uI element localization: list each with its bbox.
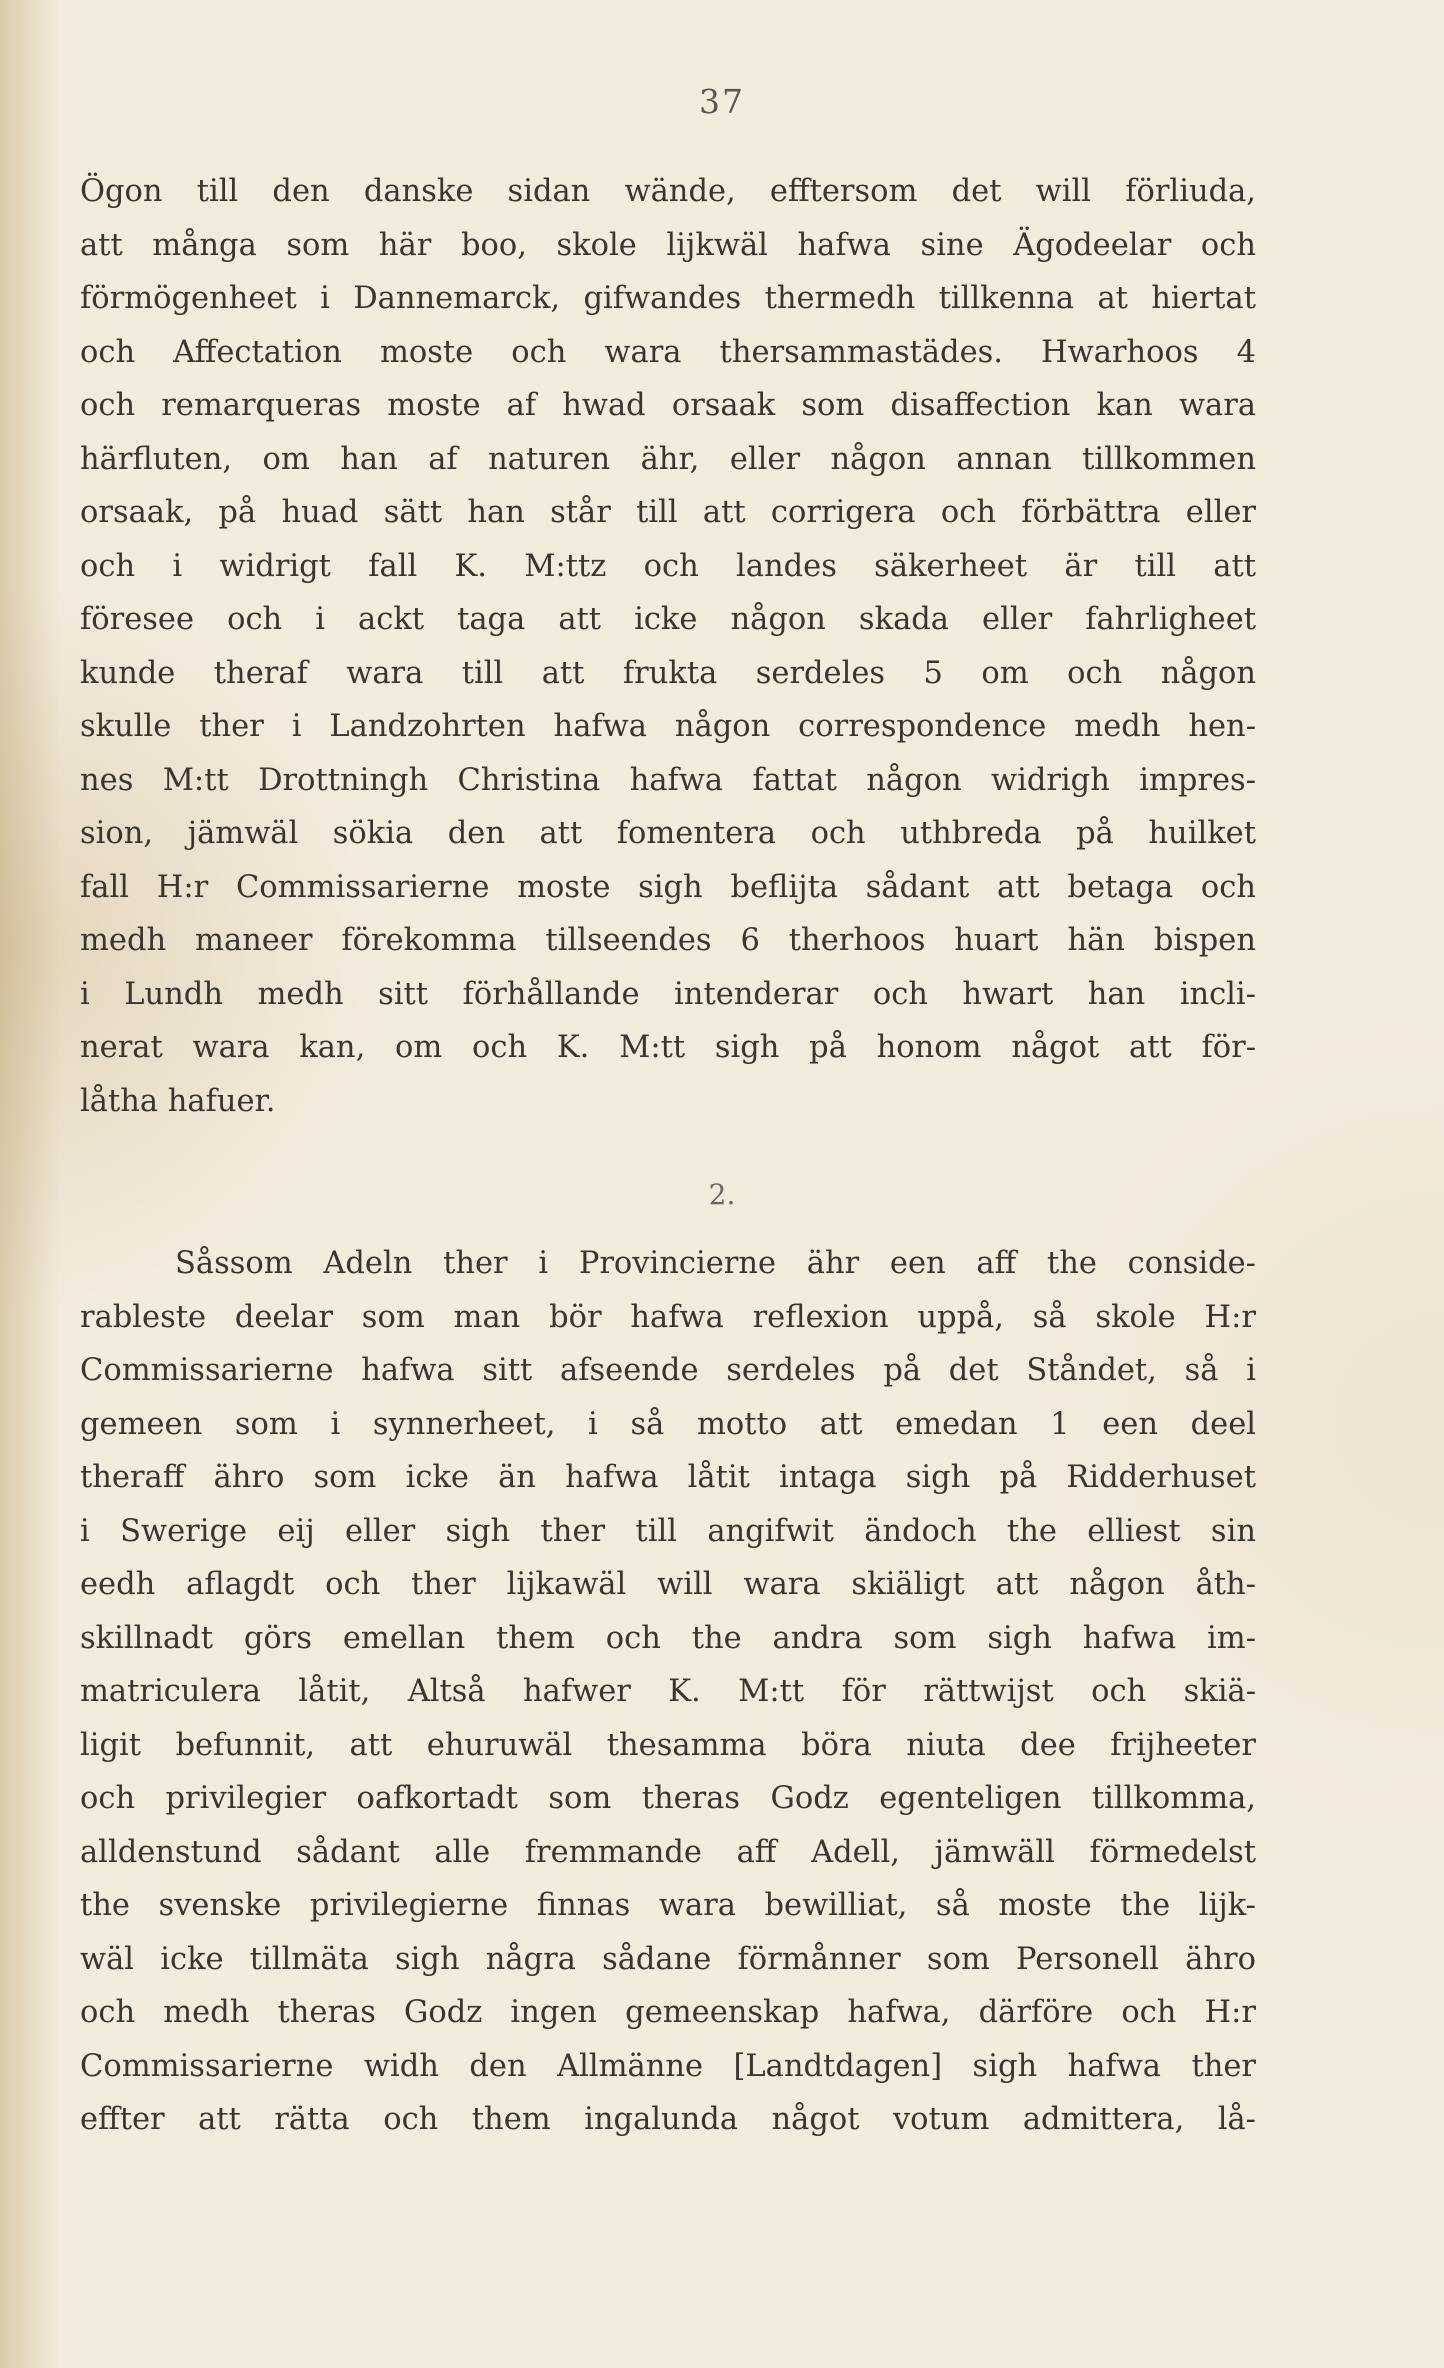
section-number: 2. xyxy=(708,1178,736,1211)
text-line: Ögon till den danske sidan wände, efftersom det will förliuda, xyxy=(80,174,1256,209)
text-line: i Lundh medh sitt förhållande intenderar och hwart han incli- xyxy=(80,976,1256,1012)
text-line: förmögenheet i Dannemarck, gifwandes thermedh tillkenna at hiertat xyxy=(80,281,1256,316)
paragraph-2 xyxy=(80,1237,1256,2147)
text-line: och i widrigt fall K. M:ttz och landes säkerheet är till att xyxy=(80,548,1256,584)
text-line: att många som här boo, skole lijkwäl hafwa sine Ägodeelar och xyxy=(80,227,1256,263)
text-line: Såssom Adeln ther i Provincierne ähr een aff the conside- xyxy=(175,1246,1256,1281)
text-line: sion, jämwäl sökia den att fomentera och uthbreda på huilket xyxy=(80,816,1256,851)
text-line: fall H:r Commissarierne moste sigh beflijta sådant att betaga och xyxy=(80,869,1256,905)
page-number: 37 xyxy=(699,82,745,121)
text-line: föresee och i ackt taga att icke någon skada eller fahrligheet xyxy=(80,602,1256,637)
text-line: gemeen som i synnerheet, i så motto att emedan 1 een deel xyxy=(80,1406,1256,1442)
text-line: kunde theraf wara till att frukta serdeles 5 om och någon xyxy=(80,655,1256,691)
text-line: rableste deelar som man bör hafwa reflexion uppå, så skole H:r xyxy=(80,1299,1256,1335)
text-line: Commissarierne widh den Allmänne [Landtdagen] sigh hafwa ther xyxy=(80,2048,1256,2084)
text-line: nerat wara kan, om och K. M:tt sigh på honom något att för- xyxy=(80,1030,1256,1065)
text-line: och Affectation moste och wara thersammastädes. Hwarhoos 4 xyxy=(80,334,1256,370)
text-line: eedh aflagdt och ther lijkawäl will wara skiäligt att någon åth- xyxy=(80,1567,1256,1602)
text-line: theraff ähro som icke än hafwa låtit intaga sigh på Ridderhuset xyxy=(80,1460,1256,1495)
text-line: och privilegier oafkortadt som theras Godz egenteligen tillkomma, xyxy=(80,1781,1256,1816)
text-line: alldenstund sådant alle fremmande aff Adell, jämwäll förmedelst xyxy=(80,1834,1256,1870)
text-line: Commissarierne hafwa sitt afseende serdeles på det Ståndet, så i xyxy=(80,1353,1256,1388)
text-line: skillnadt görs emellan them och the andra som sigh hafwa im- xyxy=(80,1620,1256,1656)
text-line: ligit befunnit, att ehuruwäl thesamma böra niuta dee frijheeter xyxy=(80,1727,1256,1763)
text-line: låtha hafuer. xyxy=(80,1083,276,1119)
text-line: nes M:tt Drottningh Christina hafwa fattat någon widrigh impres- xyxy=(80,762,1256,798)
paragraph-1 xyxy=(80,165,1256,1128)
text-line: skulle ther i Landzohrten hafwa någon correspondence medh hen- xyxy=(80,709,1256,744)
text-line: the svenske privilegierne finnas wara bewilliat, så moste the lijk- xyxy=(80,1888,1256,1923)
text-line: och medh theras Godz ingen gemeenskap hafwa, därföre och H:r xyxy=(80,1995,1256,2030)
text-line: härfluten, om han af naturen ähr, eller någon annan tillkommen xyxy=(80,441,1256,477)
text-line: wäl icke tillmäta sigh några sådane förmånner som Personell ähro xyxy=(80,1941,1256,1977)
text-line: medh maneer förekomma tillseendes 6 therhoos huart hän bispen xyxy=(80,923,1256,958)
text-line: orsaak, på huad sätt han står till att corrigera och förbättra eller xyxy=(80,495,1256,530)
text-line: i Swerige eij eller sigh ther till angifwit ändoch the elliest sin xyxy=(80,1513,1256,1549)
text-line: och remarqueras moste af hwad orsaak som disaffection kan wara xyxy=(80,388,1256,423)
text-line: effter att rätta och them ingalunda något votum admittera, lå- xyxy=(80,2102,1256,2137)
text-line: matriculera låtit, Altså hafwer K. M:tt för rättwijst och skiä- xyxy=(80,1674,1256,1709)
